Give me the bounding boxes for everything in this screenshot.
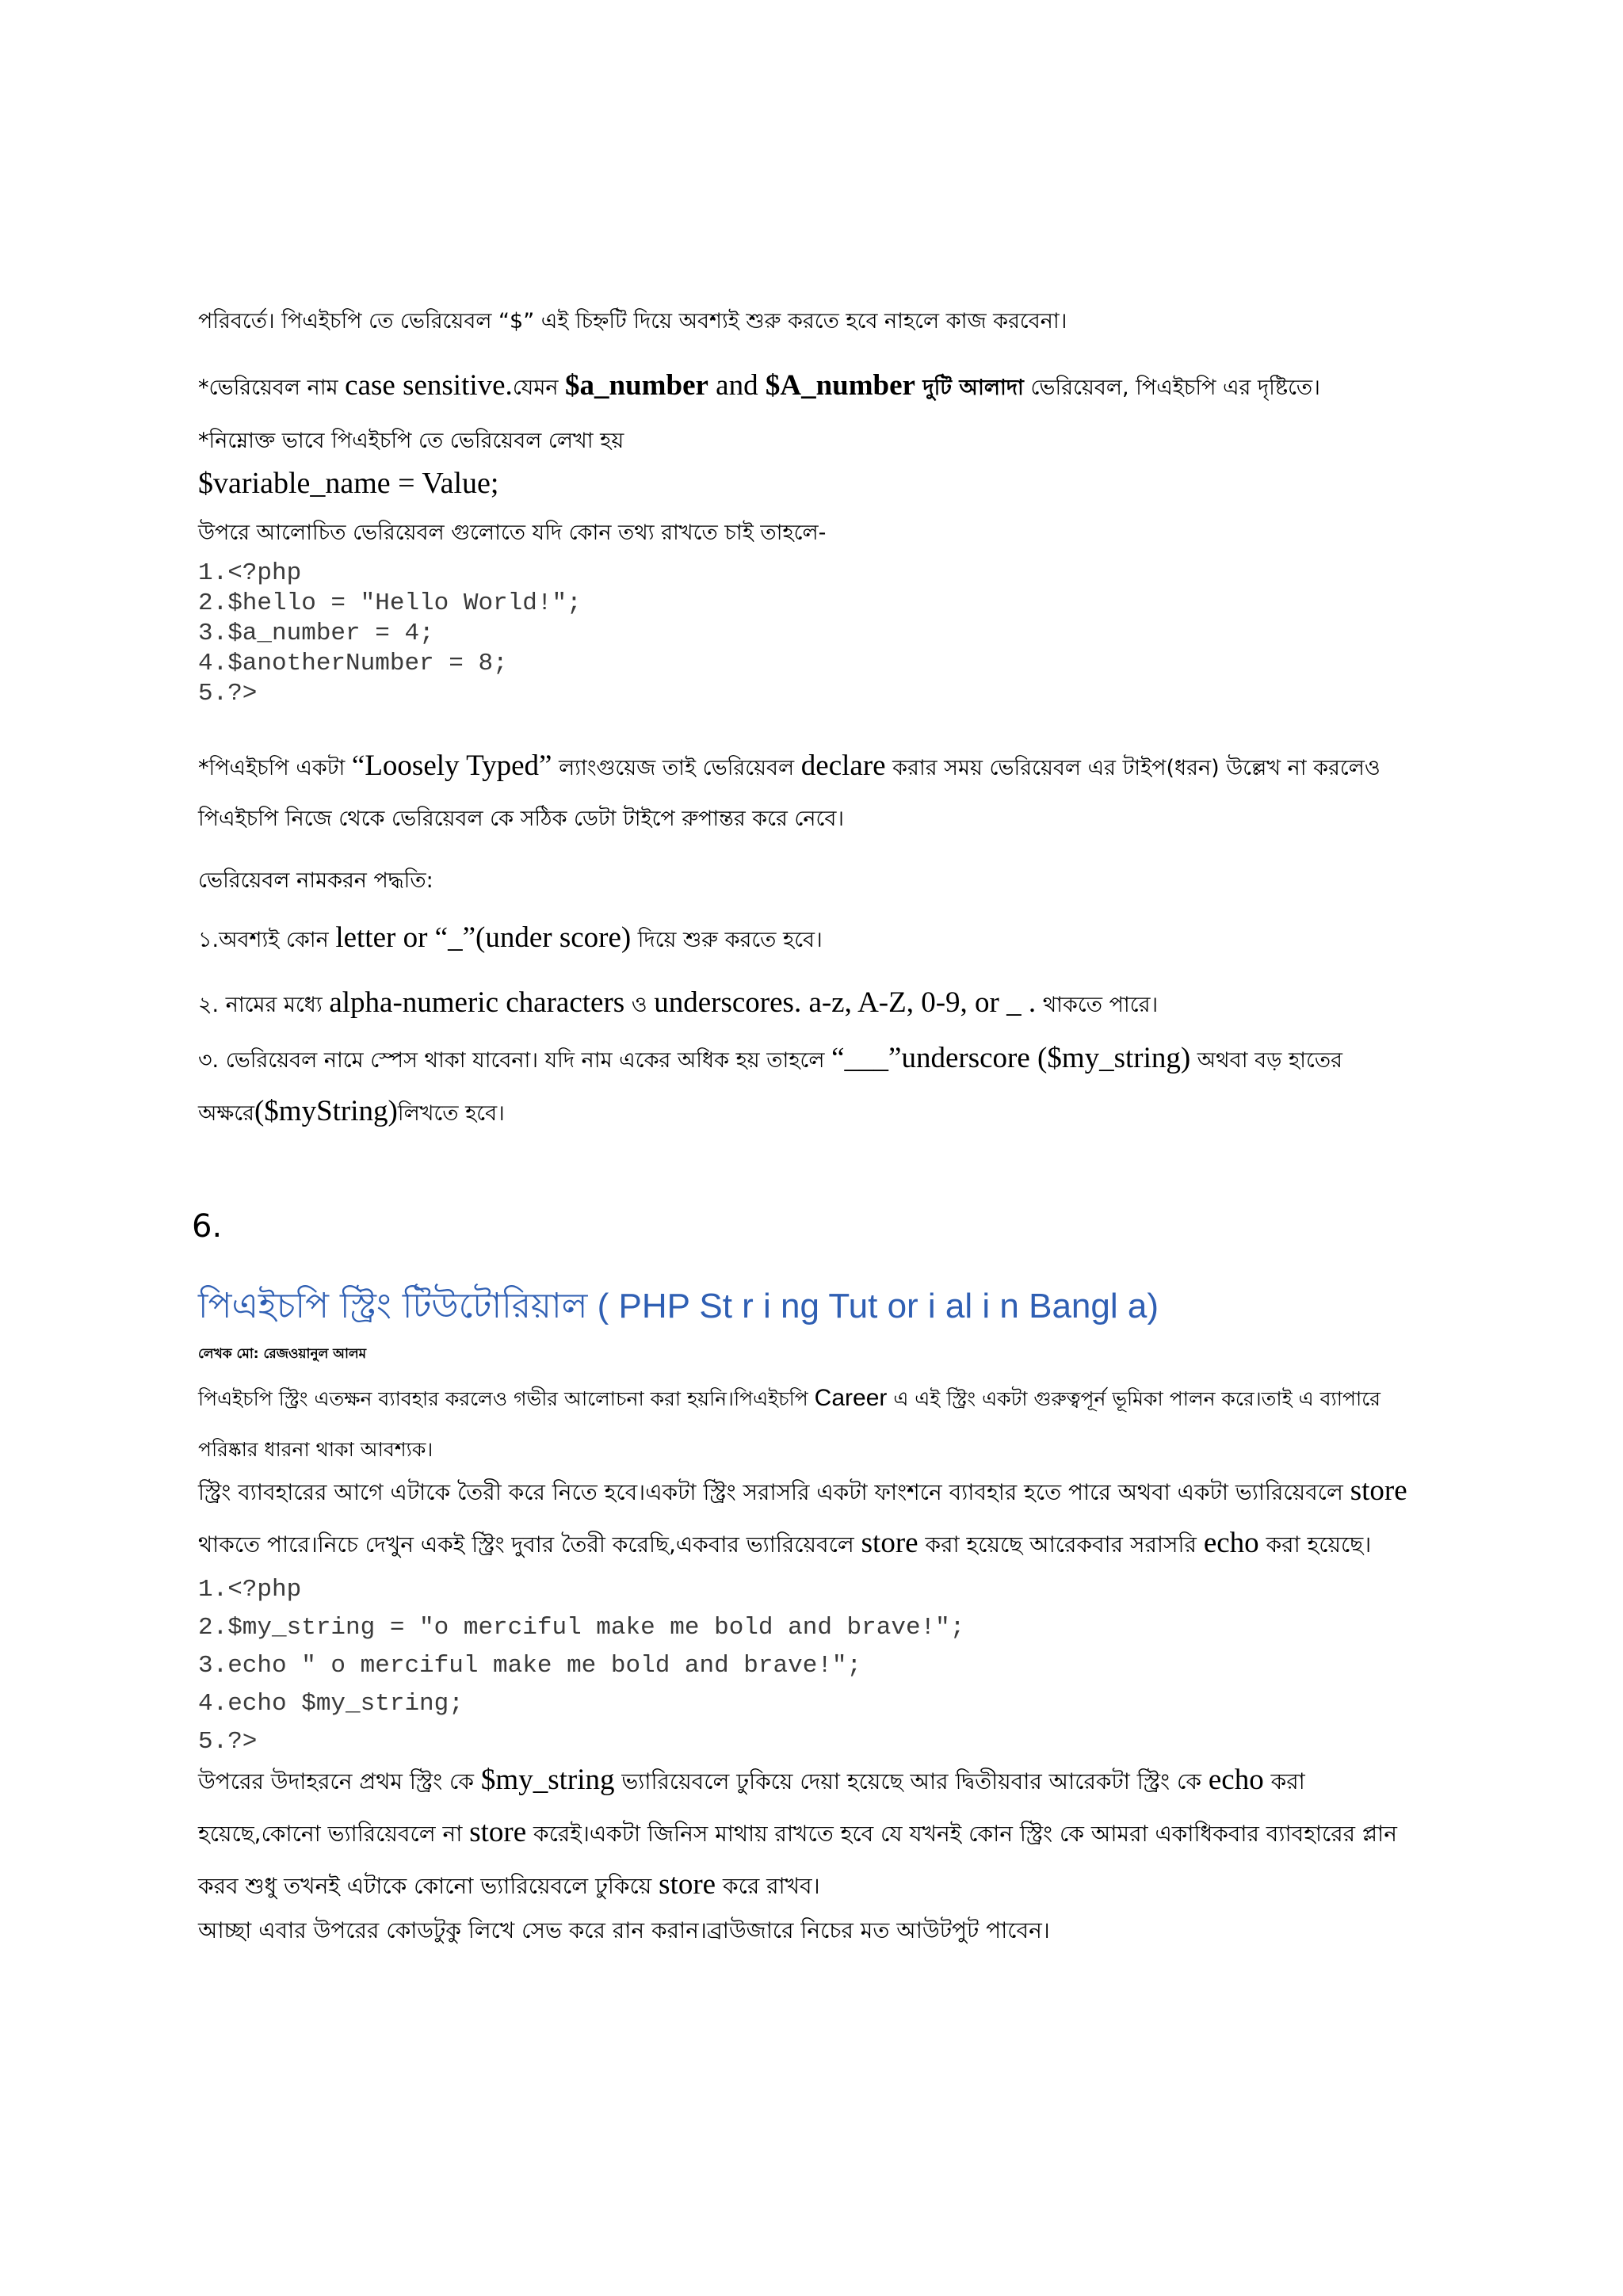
code-line: 1.<?php — [198, 1576, 302, 1604]
paragraph-example-explain: উপরের উদাহরনে প্রথম স্ট্রিং কে $my_string ভ্যারিয়েবলে ঢুকিয়ে দেয়া হয়েছে আর দ্বিতীয়বার আরেকটা স্ট্রিং কে echo করা হয়েছে,কোনো ভ্যারিয়েবলে না store করেই।একটা জিনিস মাথায় রাখতে হবে যে যখনই কোন স্ট্রিং কে আমরা একাধিকবার ব্যাবহারের প্লান করব শুধু তখনই এটাকে কোনো ভ্যারিয়েবলে ঢুকিয়ে store করে রাখব। — [198, 1764, 1397, 1901]
code-line: 2.$my_string = "o merciful make me bold and brave!"; — [198, 1614, 965, 1642]
code-block-strings — [198, 1571, 964, 1761]
code-line: 1.<?php — [198, 559, 302, 587]
section-heading: পিএইচপি স্ট্রিং টিউটোরিয়াল ( PHP St r i ng Tut or i al i n Bangl a) — [198, 1286, 1159, 1326]
paragraph-case-sensitive: *ভেরিয়েবল নাম case sensitive.যেমন $a_number and $A_number দুটি আলাদা ভেরিয়েবল, পিএইচপি এর দৃষ্টিতে। — [198, 369, 1320, 402]
naming-rule-2: ২. নামের মধ্যে alpha-numeric characters ও underscores. a-z, A-Z, 0-9, or _ . থাকতে পারে। — [198, 986, 1159, 1019]
naming-rule-3: ৩. ভেরিয়েবল নামে স্পেস থাকা যাবেনা। যদি নাম একের অধিক হয় তাহলে “___”underscore ($my_string) অথবা বড় হাতের অক্ষরে($myString)লিখতে হবে। — [198, 1042, 1342, 1127]
variable-syntax-line: $variable_name = Value; — [198, 467, 499, 500]
paragraph-naming-rules-title: ভেরিয়েবল নামকরন পদ্ধতি: — [198, 868, 433, 893]
paragraph-string-usage: স্ট্রিং ব্যাবহারের আগে এটাকে তৈরী করে নিতে হবে।একটা স্ট্রিং সরাসরি একটা ফাংশনে ব্যাবহার হতে পারে অথবা একটা ভ্যারিয়েবলে store থাকতে পারে।নিচে দেখুন একই স্ট্রিং দুবার তৈরী করেছি,একবার ভ্যারিয়েবলে store করা হয়েছে আরেকবার সরাসরি echo করা হয়েছে। — [198, 1474, 1407, 1559]
paragraph-string-intro: পিএইচপি স্ট্রিং এতক্ষন ব্যাবহার করলেও গভীর আলোচনা করা হয়নি।পিএইচপি Career এ এই স্ট্রিং একটা গুরুত্বপূর্ন ভূমিকা পালন করে।তাই এ ব্যাপারে পরিষ্কার ধারনা থাকা আবশ্যক। — [198, 1385, 1381, 1461]
paragraph-loosely-typed: *পিএইচপি একটা “Loosely Typed” ল্যাংগুয়েজ তাই ভেরিয়েবল declare করার সময় ভেরিয়েবল এর টাইপ(ধরন) উল্লেখ না করলেও পিএইচপি নিজে থেকে ভেরিয়েবল কে সঠিক ডেটা টাইপে রুপান্তর করে নেবে। — [198, 749, 1381, 831]
code-line: 5.?> — [198, 680, 258, 707]
author-line: লেখক মো: রেজওয়ানুল আলম — [198, 1346, 367, 1362]
section-number: 6. — [192, 1208, 223, 1245]
code-line: 5.?> — [198, 1728, 258, 1756]
paragraph-dollar-prefix: পরিবর্তে। পিএইচপি তে ভেরিয়েবল “$” এই চিহ্নটি দিয়ে অবশ্যই শুরু করতে হবে নাহলে কাজ করবেনা। — [198, 309, 1067, 334]
paragraph-run-output: আচ্ছা এবার উপরের কোডটুকু লিখে সেভ করে রান করান।ব্রাউজারে নিচের মত আউটপুট পাবেন। — [198, 1917, 1050, 1943]
code-line: 4.$anotherNumber = 8; — [198, 650, 508, 677]
code-line: 2.$hello = "Hello World!"; — [198, 589, 582, 617]
code-block-variables — [198, 559, 582, 709]
code-line: 3.$a_number = 4; — [198, 620, 434, 647]
paragraph-store-data: উপরে আলোচিত ভেরিয়েবল গুলোতে যদি কোন তথ্য রাখতে চাই তাহলে- — [198, 521, 827, 545]
code-line: 3.echo " o merciful make me bold and brave!"; — [198, 1652, 862, 1680]
paragraph-variable-syntax-intro: *নিম্নোক্ত ভাবে পিএইচপি তে ভেরিয়েবল লেখা হয় — [198, 429, 624, 453]
naming-rule-1: ১.অবশ্যই কোন letter or “_”(under score) দিয়ে শুরু করতে হবে। — [198, 921, 823, 954]
code-line: 4.echo $my_string; — [198, 1690, 464, 1718]
